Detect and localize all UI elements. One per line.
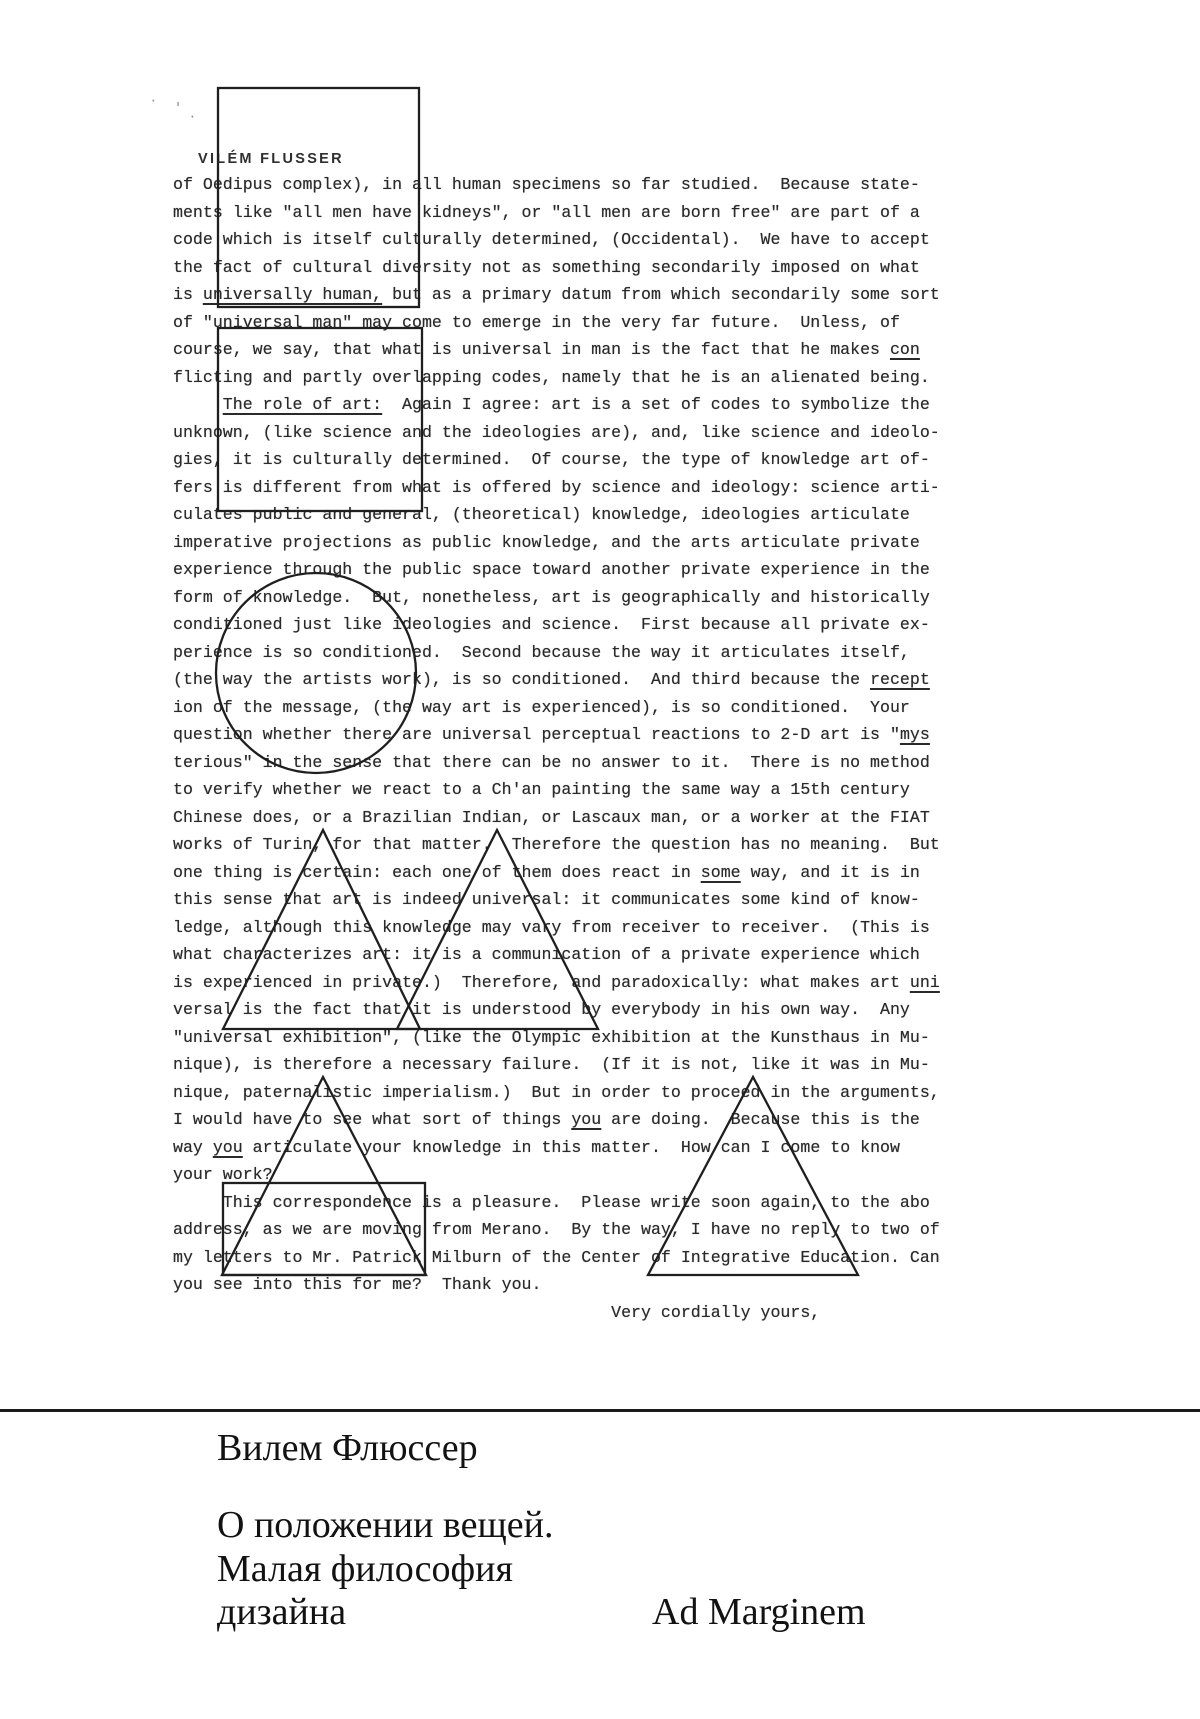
letter-line: flicting and partly overlapping codes, namely that he is an alienated being. [173,367,930,387]
letter-line: one thing is certain: each one of them does react in some way, and it is in [173,862,920,882]
letter-line: experience through the public space toward another private experience in the [173,560,930,579]
letter-line: nique), is therefore a necessary failure. (If it is not, like it was in Mu- [173,1055,930,1074]
letter-line: way you articulate your knowledge in this matter. How can I come to know [173,1137,900,1157]
letter-line: is universally human, but as a primary datum from which secondarily some sort [173,285,940,304]
letter-line: course, we say, that what is universal in man is the fact that he makes con [173,340,920,359]
underlined-text: The role of art: [222,395,383,414]
underlined-text: mys [899,725,930,744]
underlined-text: you [212,1137,243,1157]
letter-line: nique, paternalistic imperialism.) But in order to proceed in the arguments, [173,1082,940,1102]
letter-line: Very cordially yours, [173,1302,821,1322]
letter-line: perience is so conditioned. Second because the way it articulates itself, [173,642,910,662]
letter-line: is experienced in private.) Therefore, and paradoxically: what makes art uni [173,972,940,992]
letter-line: "universal exhibition", (like the Olympic exhibition at the Kunsthaus in Mu- [173,1027,930,1047]
section-divider [0,1409,1200,1412]
underlined-text: you [571,1110,602,1129]
letter-line: your work? [173,1165,273,1184]
underlined-text: uni [909,972,940,992]
letter-line: of Oedipus complex), in all human specimens so far studied. Because state- [173,175,920,194]
letter-line: of "universal man" may come to emerge in the very far future. Unless, of [173,312,900,332]
letter-line: ion of the message, (the way art is experienced), is so conditioned. Your [173,697,910,717]
letter-line: I would have to see what sort of things you are doing. Because this is the [173,1110,920,1129]
publisher-name: Ad Marginem [652,1591,866,1633]
letter-line: ledge, although this knowledge may vary from receiver to receiver. (This is [173,917,930,937]
book-title-line: дизайна [217,1591,347,1633]
letter-line: versal is the fact that it is understood by everybody in his own way. Any [173,1000,910,1019]
letter-line: you see into this for me? Thank you. [173,1275,542,1294]
typed-author-label: VILÉM FLUSSER [198,151,344,167]
scan-speck: · [190,108,195,126]
underlined-text: universally human, [202,285,383,304]
letter-line: code which is itself culturally determined, (Occidental). We have to accept [173,230,930,249]
letter-line: imperative projections as public knowledge, and the arts articulate private [173,532,920,552]
underlined-text: con [889,340,920,359]
letter-line: Chinese does, or a Brazilian Indian, or Lascaux man, or a worker at the FIAT [173,807,930,827]
letter-line: The role of art: Again I agree: art is a set of codes to symbolize the [222,395,930,414]
underlined-text: recept [870,670,930,689]
letter-line: the fact of cultural diversity not as something secondarily imposed on what [173,257,920,277]
letter-line: question whether there are universal perceptual reactions to 2-D art is "mys [173,725,930,744]
scan-speck: · [151,92,156,110]
letter-line: this sense that art is indeed universal: it communicates some kind of know- [173,890,920,909]
letter-line: address, as we are moving from Merano. By the way, I have no reply to two of [173,1220,940,1239]
letter-line: fers is different from what is offered by science and ideology: science arti- [173,477,940,497]
letter-line: terious" in the sense that there can be no answer to it. There is no method [173,752,930,772]
letter-line: This correspondence is a pleasure. Please write soon again, to the abo [173,1192,930,1212]
letter-line: my letters to Mr. Patrick Milburn of the Center of Integrative Education. Can [173,1247,940,1267]
letter-line: what characterizes art: it is a communication of a private experience which [173,945,920,964]
letter-body [173,171,940,1326]
letter-line: works of Turin, for that matter. Therefore the question has no meaning. But [173,835,940,854]
letter-line: ments like "all men have kidneys", or "all men are born free" are part of a [173,202,920,222]
letter-line: form of knowledge. But, nonetheless, art is geographically and historically [173,587,930,607]
letter-line: conditioned just like ideologies and science. First because all private ex- [173,615,930,634]
scan-speck: ' [176,99,181,117]
letter-line: to verify whether we react to a Ch'an painting the same way a 15th century [173,780,910,799]
book-author: Вилем Флюссер [217,1427,478,1469]
letter-line: unknown, (like science and the ideologies are), and, like science and ideolo- [173,422,940,442]
letter-line: gies, it is culturally determined. Of course, the type of knowledge art of- [173,450,930,469]
letter-line: (the way the artists work), is so conditioned. And third because the recept [173,670,930,689]
letter-line: culates public and general, (theoretical) knowledge, ideologies articulate [173,505,910,524]
underlined-text: some [700,862,741,882]
book-title [217,1504,553,1635]
book-title-line: Малая философия [217,1547,513,1590]
book-title-line: О положении вещей. [217,1504,554,1546]
